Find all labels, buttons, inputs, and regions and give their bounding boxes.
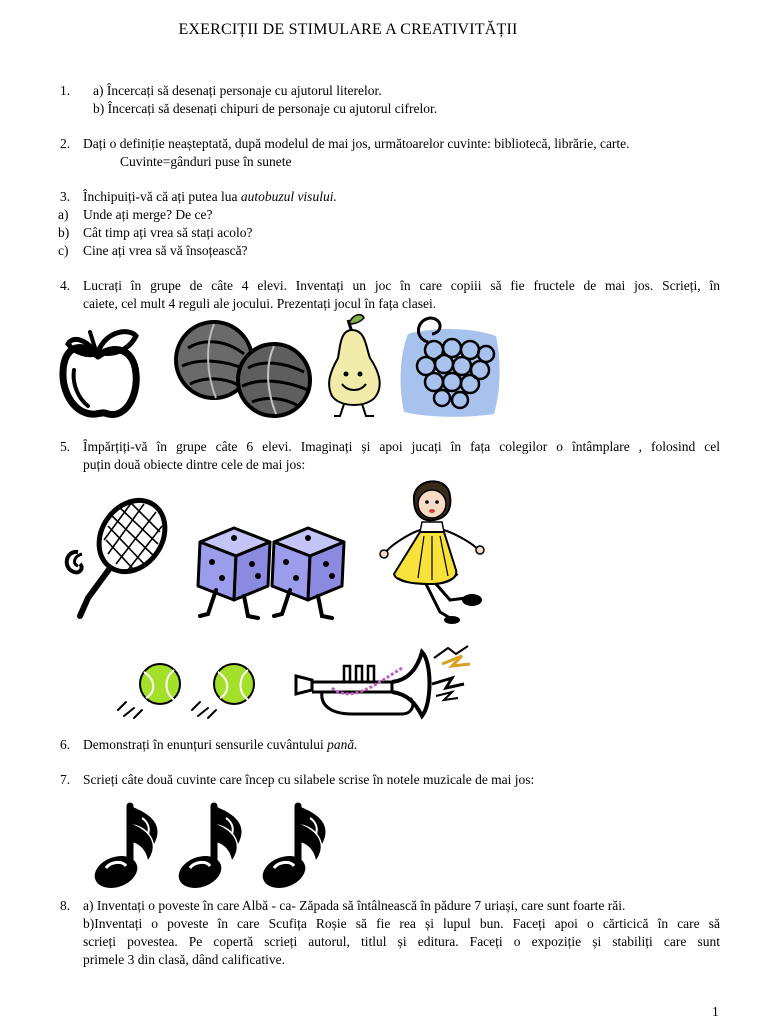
ex1-item-a: a) Încercați să desenați personaje cu ajutorul literelor. — [93, 83, 382, 98]
ex2-example: Cuvinte=gânduri puse în sunete — [120, 154, 292, 169]
tennis-balls-icon — [112, 658, 262, 724]
ex3-number: 3. — [60, 189, 71, 204]
pear-icon — [324, 312, 388, 420]
ex4-line-2: caiete, cel mult 4 reguli ale jocului. Prezentați jocul în fața clasei. — [83, 296, 437, 311]
music-notes-icon — [92, 800, 344, 892]
ex3-item-c-marker: c) — [58, 243, 69, 258]
dice-icon — [194, 524, 354, 626]
ex2-number: 2. — [60, 136, 71, 151]
ex8-item-b-line-1: b)Inventați o poveste în care Scufița Roșie să fie rea și lupul bun. Faceți apoi o cărticică în care să — [83, 916, 720, 931]
ex6-number: 6. — [60, 737, 71, 752]
ex5-line-1: Împărțiți-vă în grupe câte 6 elevi. Imaginați și apoi jucați în fața colegilor o întâmplare , folosind cel — [83, 439, 720, 454]
ex4-line-1: Lucrați în grupe de câte 4 elevi. Inventați un joc în care copiii să fie fructele de mai jos. Scrieți, în — [83, 278, 720, 293]
ex8-number: 8. — [60, 898, 71, 913]
tennis-racket-icon — [58, 494, 170, 626]
ex8-item-b-line-2: scrieți povestea. Pe copertă scrieți autorul, titlul și editura. Faceți o expoziție și stabiliți care sunt — [83, 934, 720, 949]
ex5-line-2: puțin două obiecte dintre cele de mai jos: — [83, 457, 306, 472]
apple-icon — [58, 324, 140, 420]
ex6-emphasis: pană. — [327, 737, 358, 752]
ex3-item-a: Unde ați merge? De ce? — [83, 207, 213, 222]
ex3-item-c: Cine ați vrea să vă însoțească? — [83, 243, 248, 258]
ex3-text: Închipuiți-vă că ați putea lua autobuzul visului. — [83, 189, 337, 204]
grapes-icon — [398, 314, 504, 418]
ex8-item-b-line-3: primele 3 din clasă, dând calificative. — [83, 952, 286, 967]
ex8-item-a: a) Inventați o poveste în care Albă - ca- Zăpada să întâlnească în pădure 7 uriași, care sunt foarte răi. — [83, 898, 626, 913]
page-title: EXERCIȚII DE STIMULARE A CREATIVITĂȚII — [178, 21, 518, 38]
ex3-item-a-marker: a) — [58, 207, 69, 222]
ex3-item-b-marker: b) — [58, 225, 70, 240]
doll-icon — [378, 474, 504, 624]
ex3-item-b: Cât timp ați vrea să stați acolo? — [83, 225, 253, 240]
ex7-text: Scrieți câte două cuvinte care încep cu silabele scrise în notele muzicale de mai jos: — [83, 772, 535, 787]
ex7-number: 7. — [60, 772, 71, 787]
ex2-text: Dați o definiție neașteptată, după modelul de mai jos, următoarelor cuvinte: bibliotecă, librărie, carte. — [83, 136, 630, 151]
ex5-number: 5. — [60, 439, 71, 454]
walnuts-icon — [174, 318, 314, 420]
ex3-emphasis: autobuzul visului. — [240, 189, 337, 204]
ex1-item-b: b) Încercați să desenați chipuri de personaje cu ajutorul cifrelor. — [93, 101, 438, 116]
page-number: 1 — [712, 1004, 719, 1019]
ex4-number: 4. — [60, 278, 71, 293]
ex1-number: 1. — [60, 83, 71, 98]
ex6-text: Demonstrați în enunțuri sensurile cuvântului pană. — [83, 737, 358, 752]
trumpet-icon — [292, 644, 482, 722]
